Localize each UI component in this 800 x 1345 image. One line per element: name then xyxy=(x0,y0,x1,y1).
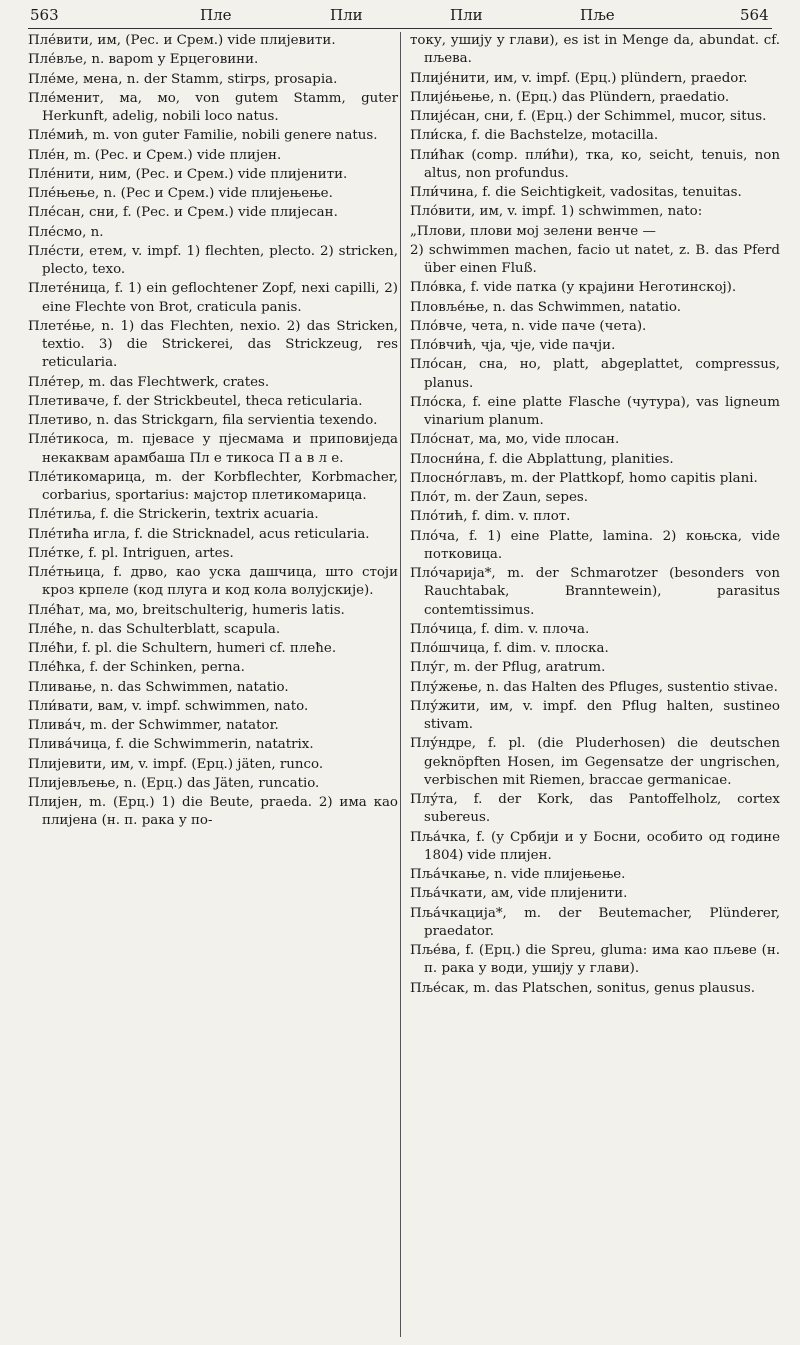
dictionary-entry: Плете́ње, n. 1) das Flechten, nexio. 2) das Stricken, textio. 3) die Strickerei, das Strickzeug, res reticularia. xyxy=(28,318,398,371)
dictionary-entry: Плијевљење, n. (Ерц.) das Jäten, runcatio. xyxy=(28,775,320,791)
dictionary-entry: Пле́вље, n. вароm у Ерцеговини. xyxy=(28,52,259,68)
dictionary-entry: Плетиво, n. das Strickgarn, fila servientia texendo. xyxy=(28,413,378,428)
dictionary-entry: Пло́сан, сна, но, platt, abgeplattet, compressus, planus. xyxy=(410,357,780,391)
dictionary-entry: Пло́ска, f. eine platte Flasche (чутура), vas ligneum vinarium planum. xyxy=(410,394,780,428)
dictionary-entry: Пло́тић, f. dim. v. плот. xyxy=(410,509,571,525)
dictionary-entry: Пле́тикоса, m. пјевасе у пјесмама и приповиједа некаквам арамбаша Пл е тикоса П а в л е. xyxy=(28,432,398,466)
dictionary-entry: Пло́чица, f. dim. v. плоча. xyxy=(410,621,590,637)
dictionary-entry: Пло́снат, ма, мо, vide плосан. xyxy=(410,432,620,448)
dictionary-entry: Пле́нити, ним, (Рес. и Срем.) vide плијенити. xyxy=(28,166,348,182)
dictionary-entry: Плу́ндре, f. pl. (die Pluderhosen) die deutschen geknöpften Hosen, im Gegensatze der ungrischen, verbischen mit Riemen, braccae germanicae. xyxy=(410,736,780,788)
right-column xyxy=(410,32,780,998)
dictionary-entry: Пло́ча, f. 1) eine Platte, lamina. 2) коњска, vide потковица. xyxy=(410,528,780,562)
dictionary-entry: Пли́чина, f. die Seichtigkeit, vadositas, tenuitas. xyxy=(410,185,742,200)
dictionary-entry: Пло́вка, f. vide патка (у крајини Неготинској). xyxy=(410,280,737,296)
header-rule xyxy=(28,28,772,29)
dictionary-entry: Пле́сти, етем, v. impf. 1) flechten, plecto. 2) stricken, plecto, texo. xyxy=(28,243,398,277)
dictionary-entry: Пле́тњица, f. дрво, као уска дашчица, што стоји кроз крпеле (код плуга и код кола волујскије). xyxy=(28,565,398,599)
left-page-number: 563 xyxy=(30,6,59,24)
dictionary-entry: Пло́вчић, чја, чје, vide пачји. xyxy=(410,338,616,353)
dictionary-entry: Пле́сан, сни, f. (Рес. и Срем.) vide плијесан. xyxy=(28,205,338,221)
dictionary-entry: Пло́вче, чета, n. vide паче (чета). xyxy=(410,318,647,334)
dictionary-entry: Пле́менит, ма, мо, von gutem Stamm, guter Herkunft, adelig, nobili loco natus. xyxy=(28,90,398,124)
left-column xyxy=(28,32,398,831)
dictionary-entry: Плу́жење, n. das Halten des Pfluges, sustentio stivae. xyxy=(410,679,778,695)
dictionary-entry: Пља́чка, f. (у Србији и у Босни, особито од године 1804) vide плијен. xyxy=(410,829,780,863)
dictionary-entry: Пле́тке, f. pl. Intriguen, artes. xyxy=(28,545,234,561)
right-guide-word-1: Пли xyxy=(450,6,483,24)
dictionary-entry: Плосно́главъ, m. der Plattkopf, homo capitis plani. xyxy=(410,470,758,486)
dictionary-entry: Плете́ница, f. 1) ein geflochtener Zopf, nexi capilli, 2) eine Flechte von Brot, craticula panis. xyxy=(28,281,398,315)
dictionary-entry: Пља́чкање, n. vide плијењење. xyxy=(410,867,626,882)
dictionary-entry: Пливање, n. das Schwimmen, natatio. xyxy=(28,679,289,695)
dictionary-entry: Плијевити, им, v. impf. (Ерц.) jäten, runco. xyxy=(28,756,324,772)
dictionary-entry: Плосни́на, f. die Abplattung, planities. xyxy=(410,451,674,467)
dictionary-entry: Пле́ħат, ма, мо, breitschulterig, humeris latis. xyxy=(28,602,345,618)
dictionary-entry: Плу́та, f. der Kork, das Pantoffelholz, cortex subereus. xyxy=(410,792,780,826)
dictionary-entry: Пло́чарија*, m. der Schmarotzer (besonders von Rauchtabak, Branntewein), parasitus contemtissimus. xyxy=(410,566,780,618)
dictionary-entry: Пловље́ње, n. das Schwimmen, natatio. xyxy=(410,299,681,315)
dictionary-entry: Пле́тиħа игла, f. die Stricknadel, acus reticularia. xyxy=(28,526,370,542)
dictionary-entry: Плије́њење, n. (Ерц.) das Plündern, praedatio. xyxy=(410,89,730,105)
dictionary-entry: Пле́мић, m. von guter Familie, nobili genere natus. xyxy=(28,128,378,144)
dictionary-entry: Пле́тер, m. das Flechtwerk, crates. xyxy=(28,374,270,390)
dictionary-entry: Пља́чкати, ам, vide плијенити. xyxy=(410,886,628,902)
dictionary-entry: Плетиваче, f. der Strickbeutel, theca reticularia. xyxy=(28,393,363,409)
dictionary-entry: Пло́т, m. der Zaun, sepes. xyxy=(410,490,589,505)
dictionary-entry: Плива́ч, m. der Schwimmer, natator. xyxy=(28,718,279,733)
dictionary-entry: Пле́тикомарица, m. der Korbflechter, Korbmacher, corbarius, sportarius: мајстор плетикомарица. xyxy=(28,469,398,503)
dictionary-entry: Пло́вити, им, v. impf. 1) schwimmen, nato: xyxy=(410,204,703,220)
right-guide-word-2: Пље xyxy=(580,6,615,24)
dictionary-entry: „Плови, плови мој зелени венче — xyxy=(410,223,656,239)
dictionary-entry: Плије́нити, им, v. impf. (Ерц.) plündern, praedor. xyxy=(410,70,748,86)
dictionary-entry: Пле́ħка, f. der Schinken, perna. xyxy=(28,660,245,676)
dictionary-entry: Пли́вати, вам, v. impf. schwimmen, nato. xyxy=(28,698,309,714)
dictionary-entry: Пле́тиља, f. die Strickerin, textrix acuaria. xyxy=(28,507,319,523)
dictionary-entry: Пли́ħак (comp. пли́ħи), тка, ко, seicht, tenuis, non altus, non profundus. xyxy=(410,147,780,181)
dictionary-entry: Пле́вити, им, (Рес. и Срем.) vide плијевити. xyxy=(28,33,336,48)
dictionary-entry: Плу́г, m. der Pflug, aratrum. xyxy=(410,660,606,676)
dictionary-entry: Пље́ва, f. (Ерц.) die Spreu, gluma: има као пљеве (н. п. рака у води, ушију у глави). xyxy=(410,943,780,977)
dictionary-entry: Пле́ħи, f. pl. die Schultern, humeri cf. плеħе. xyxy=(28,641,337,656)
dictionary-entry: Пло́шчица, f. dim. v. плоска. xyxy=(410,641,609,656)
column-divider xyxy=(400,32,401,1337)
dictionary-entry: Пли́ска, f. die Bachstelze, motacilla. xyxy=(410,128,659,144)
dictionary-entry: Пле́њење, n. (Рес и Срем.) vide плијењење. xyxy=(28,186,333,201)
dictionary-entry: Пља́чкација*, m. der Beutemacher, Plünderer, praedator. xyxy=(410,905,780,939)
dictionary-entry: Пле́ме, мена, n. der Stamm, stirps, prosapia. xyxy=(28,71,338,87)
dictionary-entry: Пле́ħе, n. das Schulterblatt, scapula. xyxy=(28,621,281,637)
left-guide-word-1: Пле xyxy=(200,6,232,24)
dictionary-entry: току, ушију у глави), es ist in Menge da, abundat. cf. пљева. xyxy=(410,33,780,67)
dictionary-entry: Пље́сак, m. das Platschen, sonitus, genus plausus. xyxy=(410,980,756,996)
dictionary-entry: Плије́сан, сни, f. (Ерц.) der Schimmel, mucor, situs. xyxy=(410,109,767,124)
dictionary-entry: Плива́чица, f. die Schwimmerin, natatrix. xyxy=(28,737,314,753)
dictionary-entry: Пле́смо, n. xyxy=(28,224,104,240)
dictionary-entry: Пле́н, m. (Рес. и Срем.) vide плијен. xyxy=(28,147,282,163)
dictionary-entry: Плијен, m. (Ерц.) 1) die Beute, praeda. 2) има као плијена (н. п. рака у по- xyxy=(28,795,398,829)
left-guide-word-2: Пли xyxy=(330,6,363,24)
dictionary-entry: Плу́жити, им, v. impf. den Pflug halten, sustineo stivam. xyxy=(410,698,780,732)
right-page-number: 564 xyxy=(740,6,769,24)
dictionary-entry: 2) schwimmen machen, facio ut natet, z. B. das Pferd über einen Fluß. xyxy=(410,242,780,276)
